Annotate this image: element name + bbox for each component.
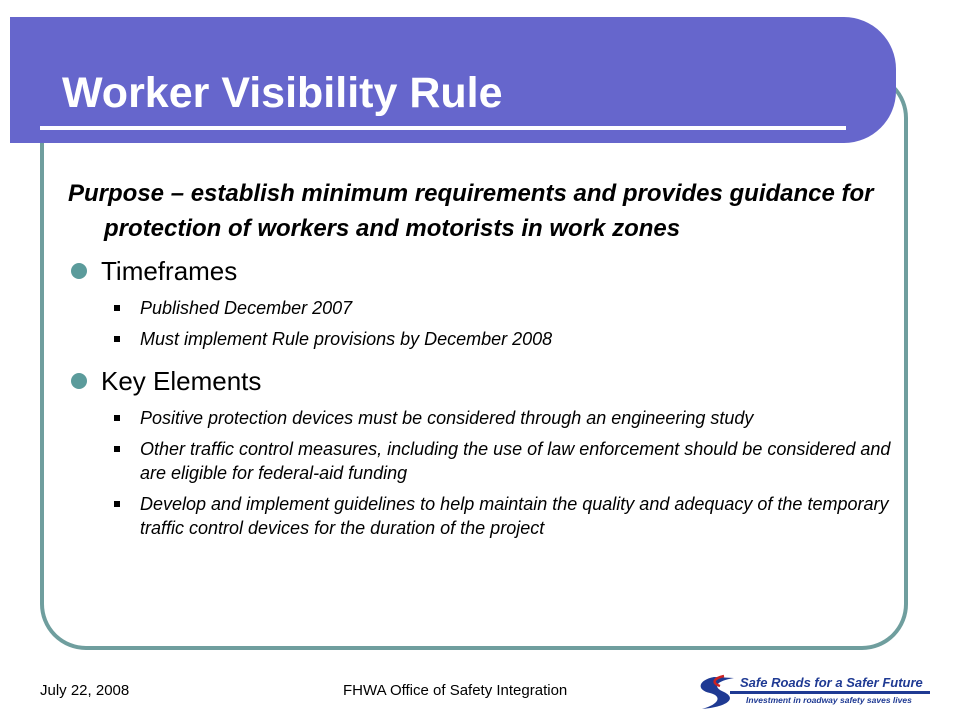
sub-bullet — [114, 327, 908, 351]
bullet-dot-icon — [71, 263, 87, 279]
bullet-key-elements — [68, 358, 908, 404]
bullet-dot-icon — [71, 373, 87, 389]
sub-bullet-text: Positive protection devices must be considered through an engineering study — [140, 408, 754, 428]
safe-roads-logo — [694, 672, 944, 712]
title-underline — [40, 126, 846, 130]
logo-tagline: Safe Roads for a Safer Future — [740, 675, 923, 690]
square-bullet-icon — [114, 446, 120, 452]
sub-bullet-text: Published December 2007 — [140, 298, 353, 318]
slide-title: Worker Visibility Rule — [62, 69, 503, 117]
slide-body — [68, 176, 908, 547]
sub-bullet — [114, 406, 908, 430]
sub-bullet — [114, 437, 908, 485]
sub-bullet-text: Must implement Rule provisions by December 2008 — [140, 329, 553, 349]
sub-bullet — [114, 492, 908, 540]
sub-bullet-text: Develop and implement guidelines to help maintain the quality and adequacy of the temporary traffic control devices for the duration of the project — [140, 494, 889, 538]
footer-organization: FHWA Office of Safety Integration — [343, 682, 568, 699]
bullet-heading: Key Elements — [101, 365, 262, 396]
square-bullet-icon — [114, 305, 120, 311]
square-bullet-icon — [114, 415, 120, 421]
road-swoosh-icon — [701, 677, 734, 709]
sub-bullet-text: Other traffic control measures, including the use of law enforcement should be considered and are eligible for federal-aid funding — [140, 439, 891, 483]
footer-date: July 22, 2008 — [40, 682, 130, 699]
sub-bullet — [114, 296, 908, 320]
square-bullet-icon — [114, 336, 120, 342]
bullet-timeframes — [68, 248, 908, 294]
purpose-statement: Purpose – establish minimum requirements and provides guidance for protection of workers and motorists in work zones — [68, 180, 874, 242]
bullet-heading: Timeframes — [101, 255, 238, 286]
square-bullet-icon — [114, 501, 120, 507]
logo-subline: Investment in roadway safety saves lives — [746, 695, 912, 705]
